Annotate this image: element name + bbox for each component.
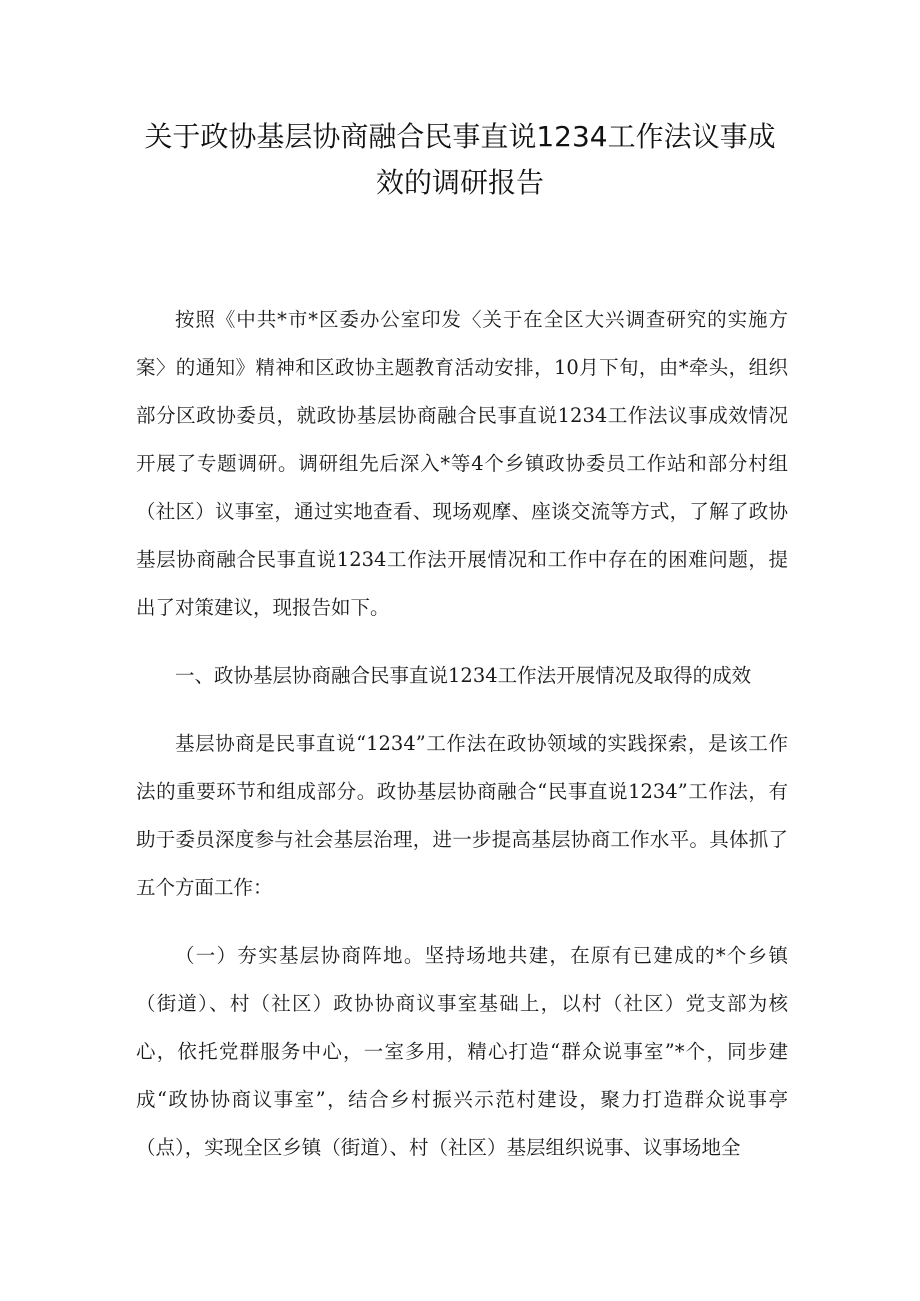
document-title-line-1: 关于政协基层协商融合民事直说1234工作法议事成 — [144, 120, 776, 153]
document-title-line-2: 效的调研报告 — [375, 166, 544, 199]
section-1-heading: 一、政协基层协商融合民事直说1234工作法开展情况及取得的成效 — [175, 664, 752, 687]
section-1-body-paragraph: 基层协商是民事直说“1234”工作法在政协领域的实践探索，是该工作法的重要环节和组成部分。政协基层协商融合“民事直说1234”工作法，有助于委员深度参与社会基层治理，进一步提高基层协商工作水平。具体抓了五个方面工作： — [136, 732, 788, 899]
subsection-1-paragraph: （一）夯实基层协商阵地。坚持场地共建，在原有已建成的*个乡镇（街道）、村（社区）政协协商议事室基础上，以村（社区）党支部为核心，依托党群服务中心，一室多用，精心打造“群众说事室”*个，同步建成“政协协商议事室”，结合乡村振兴示范村建设，聚力打造群众说事亭（点），实现全区乡镇（街道）、村（社区）基层组织说事、议事场地全 — [136, 944, 788, 1159]
intro-paragraph: 按照《中共*市*区委办公室印发〈关于在全区大兴调查研究的实施方案〉的通知》精神和区政协主题教育活动安排，10月下旬，由*牵头，组织部分区政协委员，就政协基层协商融合民事直说1234工作法议事成效情况开展了专题调研。调研组先后深入*等4个乡镇政协委员工作站和部分村组（社区）议事室，通过实地查看、现场观摩、座谈交流等方式，了解了政协基层协商融合民事直说1234工作法开展情况和工作中存在的困难问题，提出了对策建议，现报告如下。 — [136, 308, 788, 619]
